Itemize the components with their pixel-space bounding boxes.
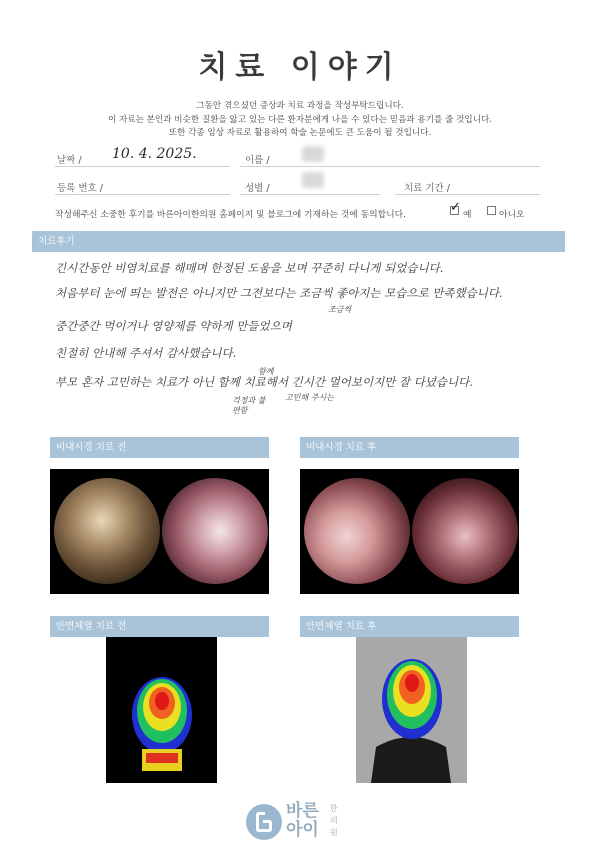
thermal-before-image [106, 637, 217, 783]
margin-note: 걱정과 불편함 [232, 396, 266, 415]
redacted-name [302, 146, 324, 162]
endoscopy-right-view [162, 478, 268, 584]
review-line: 중간중간 먹이거나 영양제를 약하게 만들었으며 [55, 319, 292, 333]
brand-sub: 한의원 [330, 804, 338, 837]
brand-name [286, 802, 319, 840]
period-label: 치료 기간 / [404, 183, 450, 194]
review-line: 친절히 안내해 주셔서 감사했습니다. [55, 346, 237, 360]
intro-line: 이 자료는 본인과 비슷한 질환을 앓고 있는 다른 환자분에게 나을 수 있다는 믿음과 용기를 줄 것입니다. [107, 114, 493, 125]
consent-no-label: 아니오 [499, 210, 525, 220]
review-line: 부모 혼자 고민하는 치료가 아닌 함께 치료해서 긴시간 멀어보이지만 잘 다녔습니다. [55, 375, 473, 389]
thermal-after-header: 안면체열 치료 후 [300, 616, 519, 637]
endoscopy-left-view [54, 478, 160, 584]
endoscopy-after-header: 비내시경 치료 후 [300, 437, 519, 458]
review-header: 치료후기 [32, 231, 565, 252]
consent-no-checkbox[interactable] [487, 206, 496, 215]
endoscopy-after-image [300, 469, 519, 594]
redacted-gender [302, 172, 324, 188]
margin-note: 조금씩 [328, 305, 352, 314]
registration-underline [55, 194, 230, 195]
endoscopy-right-view [412, 478, 518, 584]
margin-note: 함께 [258, 367, 274, 376]
page-title: 치료 이야기 [198, 50, 402, 85]
endoscopy-before-header: 비내시경 치료 전 [50, 437, 269, 458]
thermal-face-after [356, 637, 467, 783]
review-line: 처음부터 눈에 띄는 발전은 아니지만 그전보다는 조금씩 좋아지는 모습으로 만족했습니다. [55, 286, 503, 300]
margin-note: 고민해 주시는 [285, 393, 334, 402]
checkmark-icon: ✓ [450, 200, 461, 215]
thermal-before-header: 안면체열 치료 전 [50, 616, 269, 637]
registration-label: 등록 번호 / [57, 183, 103, 194]
gender-label: 성별 / [245, 183, 270, 194]
brand-line: 아이 [286, 820, 319, 840]
endoscopy-before-image [50, 469, 269, 594]
review-line: 긴시간동안 비염치료를 해매며 한정된 도움을 보며 꾸준히 다니게 되었습니다. [55, 261, 444, 275]
endoscopy-left-view [304, 478, 410, 584]
brand-line: 바른 [286, 801, 319, 821]
intro-line: 그동안 겪으셨던 증상과 치료 과정을 작성부탁드립니다. [196, 101, 404, 111]
consent-yes-label: 예 [463, 210, 472, 220]
period-underline [395, 194, 540, 195]
intro-text [0, 100, 600, 141]
thermal-after-image [356, 637, 467, 783]
gender-underline [240, 194, 380, 195]
thermal-face-before [106, 637, 217, 783]
name-underline [240, 166, 540, 167]
brand-logo-icon [246, 804, 282, 840]
date-value: 10. 4. 2025. [112, 146, 197, 162]
name-label: 이름 / [245, 155, 270, 166]
consent-text: 작성해주신 소중한 후기를 바른아이한의원 홈페이지 및 블로그에 기재하는 것에 동의합니다. [55, 210, 406, 220]
intro-line: 또한 각종 임상 자료로 활용하여 학술 논문에도 큰 도움이 될 것입니다. [168, 128, 432, 138]
date-label: 날짜 / [57, 155, 82, 166]
date-underline [55, 166, 230, 167]
